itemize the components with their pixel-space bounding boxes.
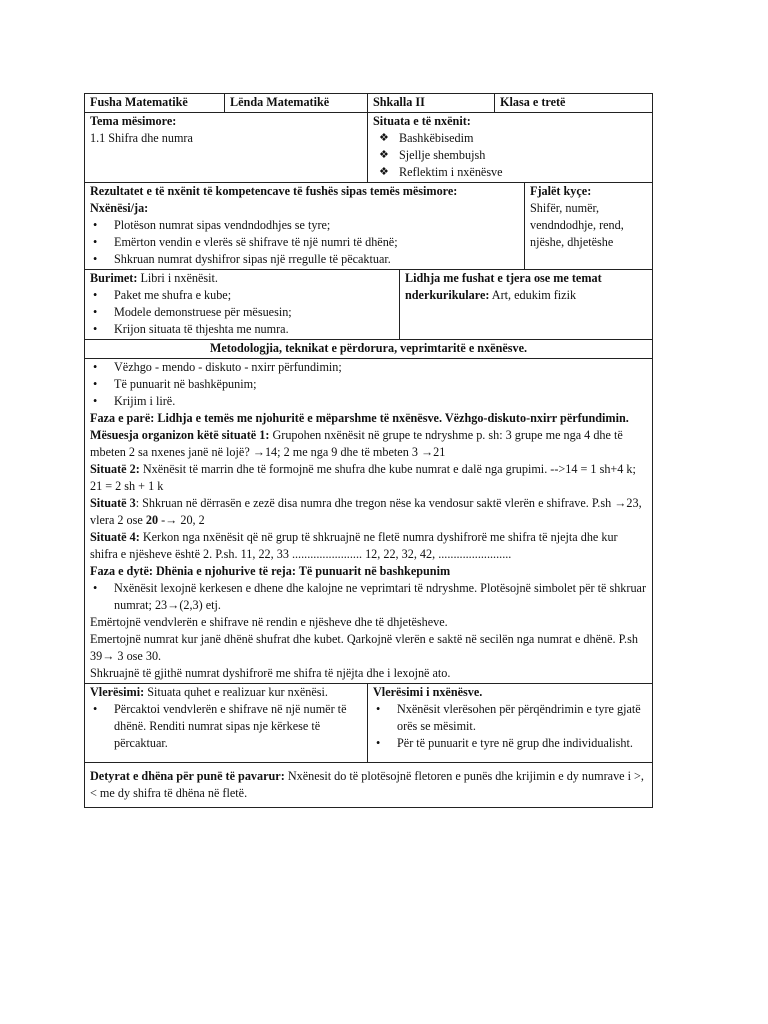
vleresimi-label: Vlerësimi: bbox=[90, 685, 145, 699]
rezultatet-title: Rezultatet e të nxënit të kompetencave të fushës sipas temës mësimore: bbox=[90, 184, 458, 198]
situata-3-paragraph bbox=[90, 495, 647, 529]
situata-2-label: Situatë 2: bbox=[90, 462, 140, 476]
detyrat-value: Nxënesit do të plotësojnë fletoren e punës dhe krijimin e dy numrave i >, < me dy shifra të dhëna në fletë. bbox=[90, 769, 644, 800]
list-item: • Përcaktoi vendvlerën e shifrave në një numër të dhënë. Renditi numrat sipas nje kërkese të përcaktuar. bbox=[90, 701, 362, 752]
vleresimi-value: Situata quhet e realizuar kur nxënësi. bbox=[147, 685, 328, 699]
situata-label: Situata e të nxënit: bbox=[373, 114, 471, 128]
burimet-cell bbox=[85, 270, 400, 340]
situata-3-end: -→ 20, 2 bbox=[161, 513, 205, 527]
detyrat-label: Detyrat e dhëna për punë të pavarur: bbox=[90, 769, 285, 783]
situata-4-label: Situatë 4: bbox=[90, 530, 140, 544]
fusha-cell: Fusha Matematikë bbox=[85, 94, 225, 113]
situata-4-text: Kerkon nga nxënësit që në grup të shkruajnë ne fletë numra dyshifrorë me shifra të njejta dhe kur shifra e njësheve është 2. P.sh. 11, 22, 33 ....................... 12, 22, 32, 42, ........................ bbox=[90, 530, 618, 561]
situata-1-label: Mësuesja organizon këtë situatë 1: bbox=[90, 428, 270, 442]
lidhja-cell bbox=[400, 270, 653, 340]
tema-cell bbox=[85, 113, 368, 183]
detyrat-row bbox=[85, 763, 653, 808]
situata-2-paragraph bbox=[90, 461, 647, 495]
vleresimi-list bbox=[90, 701, 362, 752]
faza-2-list bbox=[90, 580, 647, 614]
situata-list bbox=[373, 130, 647, 181]
metodologjia-row bbox=[85, 359, 653, 684]
tema-row bbox=[85, 113, 653, 183]
lidhja-label: Lidhja me fushat e tjera ose me temat nderkurikulare: bbox=[405, 271, 602, 302]
list-item: • Modele demonstruese për mësuesin; bbox=[90, 304, 394, 321]
burimet-value: Libri i nxënësit. bbox=[140, 271, 218, 285]
vleresimi-row bbox=[85, 684, 653, 763]
vleresimi-cell bbox=[85, 684, 368, 763]
list-item: • Nxënësit vlerësohen për përqëndrimin e tyre gjatë orës se mësimit. bbox=[373, 701, 647, 735]
list-item: • Paket me shufra e kube; bbox=[90, 287, 394, 304]
situata-2-text: Nxënësit të marrin dhe të formojnë me shufra dhe kube numrat e dalë nga grupimi. -->14 = 1 sh+4 k; 21 = 2 sh + 1 k bbox=[90, 462, 636, 493]
lesson-plan-document bbox=[84, 93, 652, 808]
lenda-cell: Lënda Matematikë bbox=[225, 94, 368, 113]
rezultatet-cell bbox=[85, 183, 525, 270]
lesson-plan-table bbox=[84, 93, 653, 808]
list-item: ❖ Sjellje shembujsh bbox=[373, 147, 647, 164]
list-item: • Vëzhgo - mendo - diskuto - nxirr përfundimin; bbox=[90, 359, 647, 376]
list-item: • Krijon situata të thjeshta me numra. bbox=[90, 321, 394, 338]
burimet-list bbox=[90, 287, 394, 338]
fjalet-value: Shifër, numër, vendndodhje, rend, njëshe, dhjetëshe bbox=[530, 201, 624, 249]
vleresimi-nxenesve-list bbox=[373, 701, 647, 752]
paragraph: Emërtojnë vendvlerën e shifrave në rendin e njësheve dhe të dhjetësheve. bbox=[90, 615, 448, 629]
klasa-cell: Klasa e tretë bbox=[495, 94, 653, 113]
situata-1-paragraph bbox=[90, 427, 647, 461]
burimet-label: Burimet: bbox=[90, 271, 138, 285]
situata-cell bbox=[368, 113, 653, 183]
lidhja-value: Art, edukim fizik bbox=[491, 288, 577, 302]
header-row bbox=[85, 94, 653, 113]
list-item: • Nxënësit lexojnë kerkesen e dhene dhe kalojne ne veprimtari të ndryshme. Plotësojnë simbolet për të shkruar numrat; 23→(2,3) etj. bbox=[90, 580, 647, 614]
list-item: • Krijim i lirë. bbox=[90, 393, 647, 410]
metodologjia-list bbox=[90, 359, 647, 410]
situata-3-bold: 20 bbox=[145, 513, 159, 527]
situata-1-text: Grupohen nxënësit në grupe te ndryshme p. sh: 3 grupe me nga 4 dhe të mbeten 2 sa nxenes janë në lojë? →14; 2 me nga 9 dhe të mbeten 3 →21 bbox=[90, 428, 623, 459]
vleresimi-nxenesve-cell bbox=[368, 684, 653, 763]
list-item: ❖ Reflektim i nxënësve bbox=[373, 164, 647, 181]
list-item: • Plotëson numrat sipas vendndodhjes se tyre; bbox=[90, 217, 519, 234]
rezultatet-list bbox=[90, 217, 519, 268]
faza-1-heading: Faza e parë: Lidhja e temës me njohuritë e mëparshme të nxënësve. Vëzhgo-diskuto-nxirr përfundimin. bbox=[90, 411, 629, 425]
situata-3-text: : Shkruan në dërrasën e zezë disa numra dhe tregon nëse ka vendosur saktë vlerën e shifrave. P.sh →23, vlera 2 ose bbox=[90, 496, 642, 527]
metodologjia-cell bbox=[85, 359, 653, 684]
situata-4-paragraph bbox=[90, 529, 647, 563]
shkalla-cell: Shkalla II bbox=[368, 94, 495, 113]
fjalet-label: Fjalët kyçe: bbox=[530, 184, 592, 198]
detyrat-cell bbox=[85, 763, 653, 808]
vleresimi-nxenesve-label: Vlerësimi i nxënësve. bbox=[373, 685, 483, 699]
rezultatet-subtitle: Nxënësi/ja: bbox=[90, 201, 149, 215]
burimet-row bbox=[85, 270, 653, 340]
faza-2-heading: Faza e dytë: Dhënia e njohurive të reja: Të punuarit në bashkepunim bbox=[90, 564, 451, 578]
list-item: • Për të punuarit e tyre në grup dhe individualisht. bbox=[373, 735, 647, 752]
rezultatet-row bbox=[85, 183, 653, 270]
list-item: • Emërton vendin e vlerës së shifrave të një numri të dhënë; bbox=[90, 234, 519, 251]
tema-label: Tema mësimore: bbox=[90, 114, 177, 128]
list-item: ❖ Bashkëbisedim bbox=[373, 130, 647, 147]
situata-3-label: Situatë 3 bbox=[90, 496, 136, 510]
list-item: • Të punuarit në bashkëpunim; bbox=[90, 376, 647, 393]
list-item: • Shkruan numrat dyshifror sipas një rregulle të pëcaktuar. bbox=[90, 251, 519, 268]
metodologjia-title-row bbox=[85, 340, 653, 359]
paragraph: Emertojnë numrat kur janë dhënë shufrat dhe kubet. Qarkojnë vlerën e saktë në secilën nga numrat e dhënë. P.sh 39→ 3 ose 30. bbox=[90, 632, 638, 663]
tema-value: 1.1 Shifra dhe numra bbox=[90, 131, 193, 145]
metodologjia-title: Metodologjia, teknikat e përdorura, veprimtaritë e nxënësve. bbox=[85, 340, 653, 359]
paragraph: Shkruajnë të gjithë numrat dyshifrorë me shifra të njëjta dhe i lexojnë ato. bbox=[90, 666, 451, 680]
fjalet-cell bbox=[525, 183, 653, 270]
